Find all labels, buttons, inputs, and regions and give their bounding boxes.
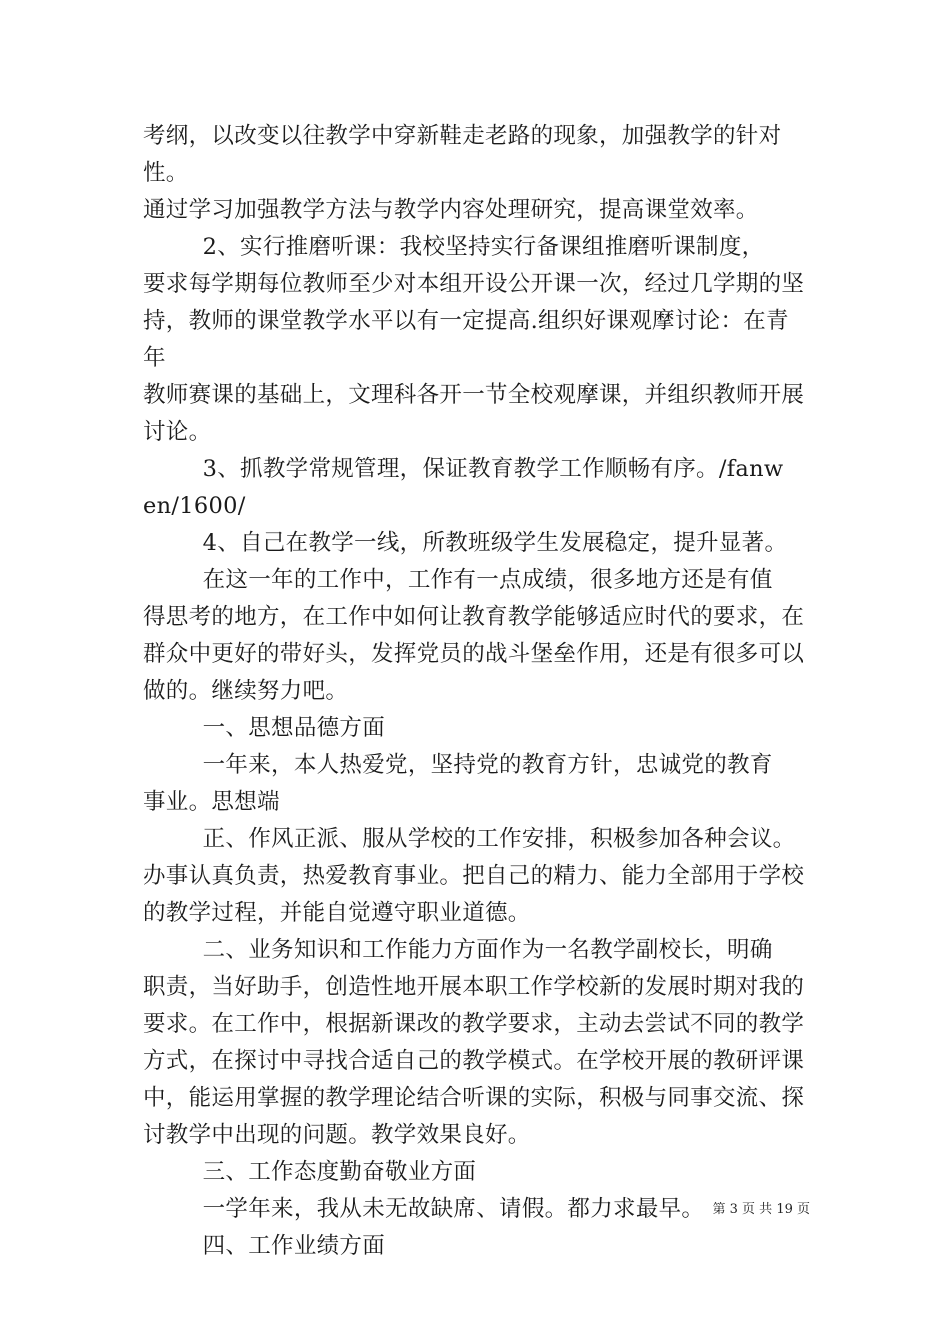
text-line: 一学年来，我从未无故缺席、请假。都力求最早。 [143,1196,705,1222]
text-line: en/1600/ [143,493,246,519]
text-line: 讨教学中出现的问题。教学效果良好。 [143,1122,531,1148]
text-line: 职责，当好助手，创造性地开展本职工作学校新的发展时期对我的 [143,974,805,1000]
text-line: 在这一年的工作中，工作有一点成绩，很多地方还是有值 [143,567,773,593]
text-line: 办事认真负责，热爱教育事业。把自己的精力、能力全部用于学校 [143,863,805,889]
text-line: 做的。继续努力吧。 [143,678,349,704]
text-line: 4、自己在教学一线，所教班级学生发展稳定，提升显著。 [143,530,788,556]
text-line: 3、抓教学常规管理，保证教育教学工作顺畅有序。/fanw [143,456,784,482]
section-heading: 一、思想品德方面 [143,715,386,741]
text-line: 中，能运用掌握的教学理论结合听课的实际，积极与同事交流、探 [143,1085,805,1111]
text-line: 讨论。 [143,419,212,445]
text-line: 正、作风正派、服从学校的工作安排，积极参加各种会议。 [143,826,796,852]
section-heading: 三、工作态度勤奋敬业方面 [143,1159,477,1185]
page-number-footer: 第 3 页 共 19 页 [712,1202,810,1217]
text-line: 一年来，本人热爱党，坚持党的教育方针，忠诚党的教育 [143,752,773,778]
text-line: 得思考的地方，在工作中如何让教育教学能够适应时代的要求，在 [143,604,805,630]
text-line: 2、实行推磨听课：我校坚持实行备课组推磨听课制度， [143,234,765,260]
document-body [143,118,808,1265]
text-line: 二、业务知识和工作能力方面作为一名教学副校长，明确 [143,937,773,963]
text-line: 要求每学期每位教师至少对本组开设公开课一次，经过几学期的坚 [143,271,805,297]
section-heading: 四、工作业绩方面 [143,1233,386,1259]
text-line: 事业。思想端 [143,789,280,815]
text-line: 方式，在探讨中寻找合适自己的教学模式。在学校开展的教研评课 [143,1048,805,1074]
text-line: 要求。在工作中，根据新课改的教学要求，主动去尝试不同的教学 [143,1011,805,1037]
text-line: 的教学过程，并能自觉遵守职业道德。 [143,900,531,926]
text-line: 群众中更好的带好头，发挥党员的战斗堡垒作用，还是有很多可以 [143,641,805,667]
text-line: 通过学习加强教学方法与教学内容处理研究，提高课堂效率。 [143,197,759,223]
text-line: 持，教师的课堂教学水平以有一定提高.组织好课观摩讨论：在青年 [143,308,789,371]
text-line: 教师赛课的基础上，文理科各开一节全校观摩课，并组织教师开展 [143,382,805,408]
text-line: 考纲，以改变以往教学中穿新鞋走老路的现象，加强教学的针对性。 [143,123,782,186]
